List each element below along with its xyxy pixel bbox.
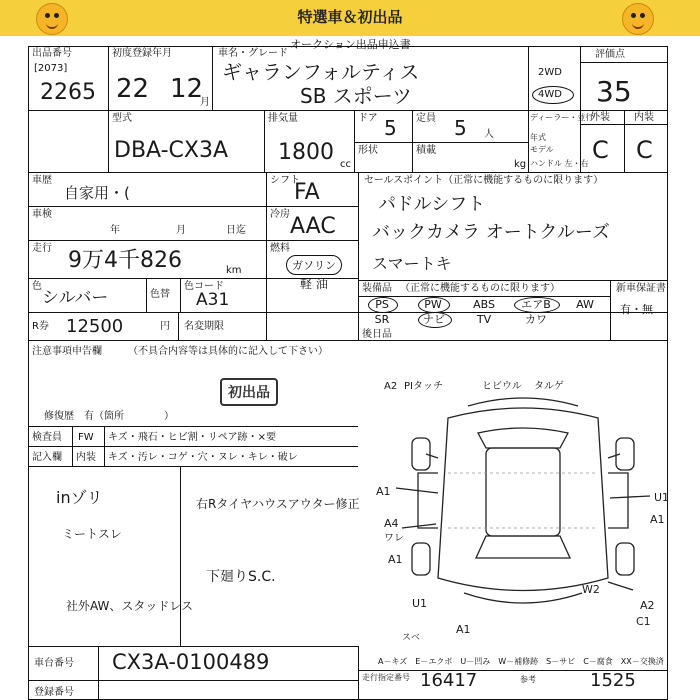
rear-seat-label: 後日品 <box>362 329 392 340</box>
notes-sub: （不具合内容等は具体的に記入して下さい） <box>128 346 328 357</box>
dmg-u1-right: U1 <box>654 491 670 504</box>
eq-navi: ナビ <box>423 313 445 326</box>
history-value: 自家用・( <box>64 184 130 202</box>
doors-value: 5 <box>384 116 397 140</box>
interior-label: 内装 <box>634 112 654 123</box>
car-grade: SB スポーツ <box>300 84 412 108</box>
color-change-label: 色替 <box>150 289 170 300</box>
drive-2wd: 2WD <box>538 67 562 78</box>
steering-label: ハンドル 左・右 <box>530 159 589 168</box>
dmg-sube: スベ <box>402 633 421 643</box>
header-partial: オークション出品申込書 <box>290 38 411 51</box>
shaken-month: 月 <box>176 225 186 236</box>
model-year-label: モデル <box>530 145 554 154</box>
doors-label: ドア <box>358 113 378 124</box>
fuel-selected: ガソリン <box>286 255 342 275</box>
color-code: A31 <box>196 290 230 310</box>
odo-value: 16417 <box>420 670 478 691</box>
remark-2: ミートスレ <box>62 527 122 541</box>
sales-points-label: セールスポイント（正常に機能するものに限ります） <box>364 175 604 186</box>
shift-label: シフト <box>270 175 300 186</box>
dmg-a1-left: A1 <box>376 485 391 498</box>
mileage-unit: km <box>226 265 242 276</box>
equipment-note: （正常に機能するものに限ります） <box>400 283 560 294</box>
note-entry-label: 記入欄 <box>32 452 62 463</box>
eq-aw: AW <box>576 298 594 311</box>
dmg-w2: W2 <box>582 583 600 596</box>
score-label: 評価点 <box>595 49 625 60</box>
dmg-pi: PIタッチ <box>404 381 443 392</box>
color-label: 色 <box>32 281 42 292</box>
eq-sr: SR <box>374 313 390 326</box>
fw-items: キズ・飛石・ヒビ割・リペア跡・×要 <box>108 432 276 443</box>
dmg-a1-right: A1 <box>650 513 665 526</box>
exterior-label: 外装 <box>590 112 610 123</box>
year-label: 年式 <box>530 133 546 142</box>
recycle-value: 12500 <box>66 316 124 337</box>
warranty-label: 新車保証書 <box>616 283 666 294</box>
reg-label: 登録番号 <box>34 687 74 698</box>
car-name: ギャランフォルティス <box>222 60 420 84</box>
first-registration-year: 22 <box>116 74 150 104</box>
eq-tv: TV <box>476 313 492 326</box>
ac-value: AAC <box>290 214 336 239</box>
dmg-a2: A2 <box>640 599 655 612</box>
displacement-unit: cc <box>340 159 351 170</box>
remark-3: 右Rタイヤハウスアウター修正 <box>196 497 360 511</box>
equipment-label: 装備品 <box>362 283 392 294</box>
eq-pw: PW <box>424 298 442 311</box>
fw-label: FW <box>78 432 94 443</box>
color-value: シルバー <box>42 288 109 308</box>
dealer-label: ディーラー・並行 <box>530 113 594 122</box>
fuel-label: 燃料 <box>270 243 290 254</box>
vin-label: 車台番号 <box>34 658 74 669</box>
ref-value: 1525 <box>590 670 636 691</box>
dmg-a2-top: A2 <box>384 381 398 392</box>
sales-point-2: バックカメラ オートクルーズ <box>372 222 610 243</box>
sales-point-1: パドルシフト <box>378 194 486 215</box>
first-registration-month: 12 <box>170 74 204 104</box>
history-label: 車歴 <box>32 175 52 186</box>
exterior-value: C <box>592 136 609 164</box>
load-label: 積載 <box>416 145 436 156</box>
eq-airbag: エアB <box>521 298 551 311</box>
dmg-a1-rear-left: A1 <box>388 553 403 566</box>
inspector-label: 検査員 <box>32 432 62 443</box>
odo-label: 走行指定番号 <box>362 673 410 682</box>
shaken-day: 日迄 <box>226 225 246 236</box>
lot-label: 出品番号 <box>32 48 72 59</box>
dmg-ware: ワレ <box>384 533 404 544</box>
displacement-value: 1800 <box>278 140 334 165</box>
shift-value: FA <box>294 180 320 205</box>
mileage-label: 走行 <box>32 243 52 254</box>
interior-value: C <box>636 136 653 164</box>
model-value: DBA-CX3A <box>114 138 229 163</box>
car-label: 車名・グレード <box>218 48 288 59</box>
score-value: 35 <box>596 75 632 108</box>
first-registration-label: 初度登録年月 <box>112 48 172 59</box>
first-listing-stamp: 初出品 <box>220 378 278 406</box>
vin-value: CX3A-0100489 <box>112 650 270 674</box>
remark-4: 下廻りS.C. <box>206 569 276 585</box>
drive-4wd: 4WD <box>538 89 562 100</box>
eq-abs: ABS <box>473 298 495 311</box>
repair-history: 修復歴 有（箇所 ） <box>44 411 174 422</box>
dmg-taruge: タルゲ <box>534 381 564 392</box>
dmg-a4: A4 <box>384 517 399 530</box>
sales-point-3: スマートキ <box>372 254 452 273</box>
capacity-value: 5 <box>454 116 467 140</box>
model-label: 型式 <box>112 113 132 124</box>
capacity-label: 定員 <box>416 113 436 124</box>
remark-5: 社外AW、スタッドレス <box>66 599 194 613</box>
shaken-year: 年 <box>110 225 120 236</box>
interior-inspect-label: 内装 <box>76 452 96 463</box>
ac-label: 冷房 <box>270 209 290 220</box>
notes-label: 注意事項申告欄 <box>32 346 102 357</box>
dmg-a1-rear: A1 <box>456 623 471 636</box>
recycle-unit: 円 <box>160 321 170 332</box>
shape-label: 形状 <box>358 145 378 156</box>
banner-title: 特選車＆初出品 <box>297 8 403 26</box>
displacement-label: 排気量 <box>268 113 298 124</box>
lot-number: 2265 <box>40 80 96 105</box>
eq-leather: カワ <box>525 313 547 326</box>
name-change-label: 名変期限 <box>184 321 224 332</box>
dmg-u1-rear: U1 <box>412 597 428 610</box>
lot-sub-number: [2073] <box>34 63 68 74</box>
eq-ps: PS <box>375 298 389 311</box>
interior-items: キズ・汚レ・コゲ・穴・ヌレ・キレ・破レ <box>108 452 298 463</box>
month-unit: 月 <box>200 97 210 108</box>
mileage-value: 9万4千826 <box>68 248 182 273</box>
shaken-label: 車検 <box>32 209 52 220</box>
damage-legend: A－キズ E－エクボ U－凹み W－補修跡 S－サビ C－腐食 XX－交換済 <box>378 657 664 666</box>
dmg-hibi: ヒビウル <box>482 381 522 392</box>
capacity-unit: 人 <box>484 129 494 140</box>
ref-label: 参考 <box>520 675 536 684</box>
recycle-label: R券 <box>32 321 49 332</box>
warranty-value: 有・無 <box>620 303 653 316</box>
remark-1: inゾリ <box>56 488 103 507</box>
color-code-label: 色コード <box>184 281 224 292</box>
fuel-other: 軽 油 <box>300 277 328 291</box>
load-unit: kg <box>514 159 527 170</box>
dmg-c1: C1 <box>636 615 651 628</box>
